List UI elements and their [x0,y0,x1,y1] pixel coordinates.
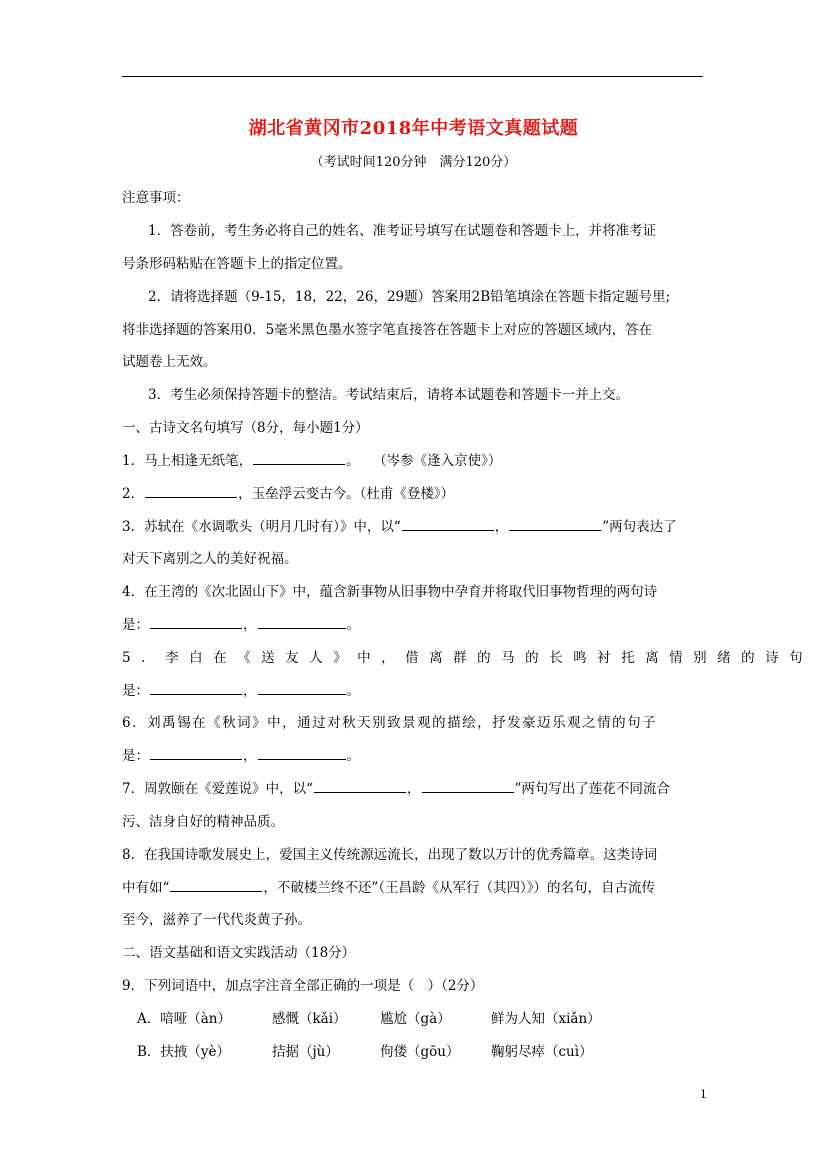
option-a[interactable]: A．喑哑（àn） [137,1011,231,1027]
question-9: 9．下列词语中，加点字注音全部正确的一项是（ ）（2分） [122,978,484,994]
question-6: 6．刘禹锡在《秋词》中，通过对秋天别致景观的描绘，抒发豪迈乐观之情的句子 [122,715,658,731]
answer-blank[interactable] [150,615,242,629]
option-b-word-3: 佝偻（gōu） [380,1044,460,1060]
answer-blank[interactable] [402,517,494,531]
notice-item-2-cont: 将非选择题的答案用0．5毫米黑色墨水签字笔直接答在答题卡上对应的答题区域内，答在 [122,322,653,338]
answer-blank[interactable] [150,746,242,760]
option-b-word-2: 拮据（jù） [272,1044,339,1060]
notice-item-1: 1．答卷前，考生务必将自己的姓名、准考证号填写在试题卷和答题卡上，并将准考证 [148,223,657,239]
notice-heading: 注意事项： [122,190,190,206]
page-number: 1 [700,1088,707,1101]
question-1: 1．马上相逢无纸笔， 。 （岑参《逢入京使》） [122,453,502,469]
question-5-answer: 是： ， 。 [122,683,360,699]
answer-blank[interactable] [145,484,237,498]
question-4: 4．在王湾的《次北固山下》中，蕴含新事物从旧事物中孕育并将取代旧事物哲理的两句诗 [122,584,658,600]
answer-blank[interactable] [258,615,346,629]
question-5: 5．李白在《送友人》中，借离群的马的长鸣衬托离情别绪的诗句 [122,650,814,666]
notice-item-2: 2．请将选择题（9-15，18，22，26，29题）答案用2B铅笔填涂在答题卡指定题号里; [148,289,671,305]
answer-blank[interactable] [253,451,345,465]
answer-blank[interactable] [509,517,601,531]
section2-heading: 二、语文基础和语文实践活动（18分） [122,945,356,961]
question-6-answer: 是： ， 。 [122,748,360,764]
question-8-cont: 中有如“ ，不破楼兰终不还”（王昌龄《从军行（其四）》）的名句，自古流传 [122,880,656,896]
option-b-word-4: 鞠躬尽瘁（cuì） [491,1044,593,1060]
notice-item-2-cont2: 试题卷上无效。 [122,354,217,370]
question-7-cont: 污、洁身自好的精神品质。 [122,814,284,830]
question-7: 7．周敦颐在《爱莲说》中，以“ ， ”两句写出了莲花不同流合 [122,781,670,797]
section1-heading: 一、古诗文名句填写（8分，每小题1分） [122,420,369,436]
answer-blank[interactable] [422,779,514,793]
exam-title: 湖北省黄冈市2018年中考语文真题试题 [248,118,579,139]
question-2: 2． ，玉垒浮云变古今。（杜甫《登楼》） [122,486,455,502]
option-a-word-3: 尴尬（gà） [380,1011,451,1027]
question-3: 3．苏轼在《水调歌头（明月几时有）》中，以“ ， ”两句表达了 [122,519,677,535]
question-3-cont: 对天下离别之人的美好祝福。 [122,551,298,567]
option-b[interactable]: B．扶掖（yè） [137,1044,231,1060]
option-a-word-4: 鲜为人知（xiǎn） [491,1011,601,1027]
question-8-cont2: 至今，滋养了一代代炎黄子孙。 [122,912,311,928]
option-a-word-2: 感慨（kǎi） [272,1011,347,1027]
notice-item-1-cont: 号条形码粘贴在答题卡上的指定位置。 [122,256,352,272]
answer-blank[interactable] [170,878,262,892]
answer-blank[interactable] [258,681,346,695]
header-rule [122,76,703,77]
answer-blank[interactable] [314,779,406,793]
answer-blank[interactable] [150,681,242,695]
answer-blank[interactable] [258,746,346,760]
question-8: 8．在我国诗歌发展史上，爱国主义传统源远流长，出现了数以万计的优秀篇章。这类诗词 [122,847,658,863]
notice-item-3: 3．考生必须保持答题卡的整洁。考试结束后，请将本试题卷和答题卡一并上交。 [148,387,630,403]
question-4-answer: 是： ， 。 [122,617,360,633]
exam-subtitle: （考试时间120分钟 满分120分） [310,155,517,170]
